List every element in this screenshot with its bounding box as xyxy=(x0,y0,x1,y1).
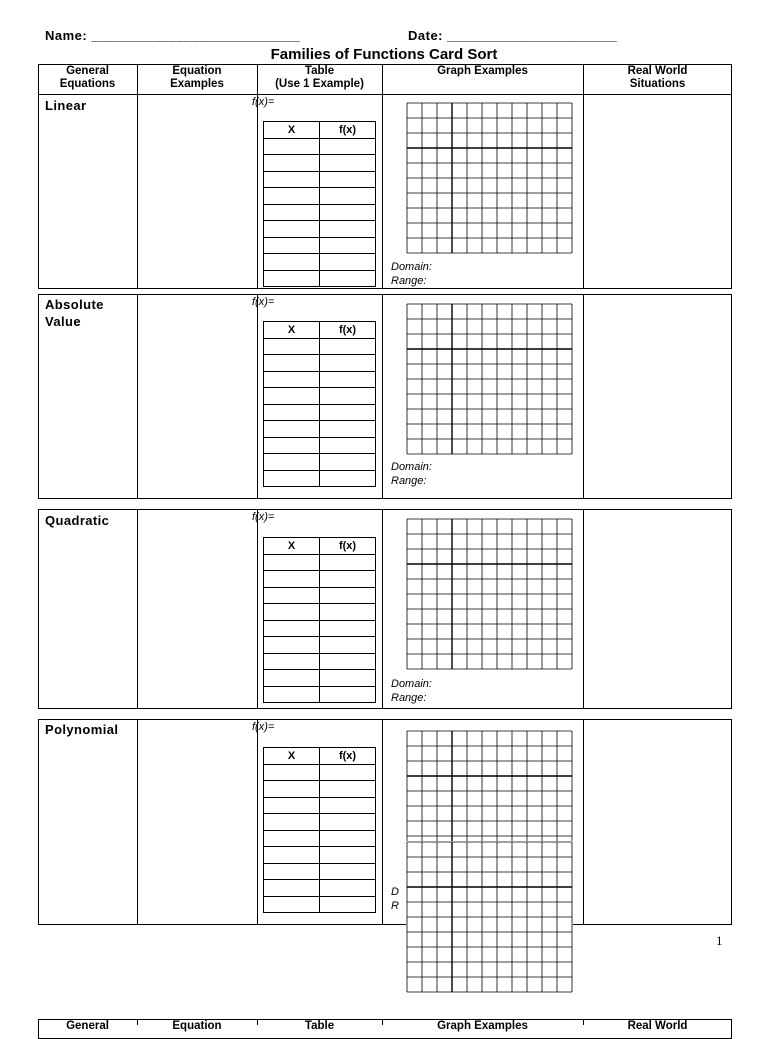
table-row xyxy=(264,221,376,238)
column-header-general-equations: General Equations xyxy=(59,65,116,90)
column-divider xyxy=(583,1019,584,1025)
equation-examples-cell[interactable] xyxy=(139,511,255,707)
fx-value-cell[interactable] xyxy=(320,421,376,438)
page-number: 1 xyxy=(716,933,723,948)
table-header-x: X xyxy=(264,748,320,765)
range-label: Range: xyxy=(391,275,427,287)
column-divider xyxy=(257,94,258,289)
fx-value-cell[interactable] xyxy=(320,404,376,421)
column-divider xyxy=(137,294,138,499)
x-value-cell[interactable] xyxy=(264,355,320,372)
fx-value-cell[interactable] xyxy=(320,171,376,188)
range-label: Range: xyxy=(391,475,427,487)
fx-value-cell[interactable] xyxy=(320,587,376,604)
x-value-cell[interactable] xyxy=(264,587,320,604)
fx-value-cell[interactable] xyxy=(320,270,376,287)
table-row xyxy=(264,138,376,155)
x-value-cell[interactable] xyxy=(264,896,320,913)
real-world-cell[interactable] xyxy=(585,296,730,497)
x-value-cell[interactable] xyxy=(264,237,320,254)
table-row xyxy=(264,781,376,798)
x-value-cell[interactable] xyxy=(264,554,320,571)
x-value-cell[interactable] xyxy=(264,138,320,155)
table-row xyxy=(264,571,376,588)
function-family-name: Absolute Value xyxy=(45,297,104,329)
x-value-cell[interactable] xyxy=(264,653,320,670)
column-divider xyxy=(583,719,584,925)
next-page-column-label: General xyxy=(66,1020,109,1032)
table-header-fx: f(x) xyxy=(320,122,376,139)
column-divider xyxy=(257,1019,258,1025)
x-value-cell[interactable] xyxy=(264,571,320,588)
real-world-cell[interactable] xyxy=(585,511,730,707)
x-value-cell[interactable] xyxy=(264,338,320,355)
fx-value-cell[interactable] xyxy=(320,388,376,405)
x-value-cell[interactable] xyxy=(264,637,320,654)
column-divider xyxy=(257,509,258,709)
fx-value-cell[interactable] xyxy=(320,863,376,880)
table-header-fx: f(x) xyxy=(320,322,376,339)
table-row xyxy=(264,454,376,471)
x-value-cell[interactable] xyxy=(264,797,320,814)
column-divider xyxy=(382,509,383,709)
table-header-fx: f(x) xyxy=(320,538,376,555)
x-value-cell[interactable] xyxy=(264,670,320,687)
next-page-column-label: Table xyxy=(304,1020,335,1032)
domain-range-labels xyxy=(391,677,432,705)
fx-value-cell[interactable] xyxy=(320,670,376,687)
table-row xyxy=(264,355,376,372)
fx-value-cell[interactable] xyxy=(320,138,376,155)
x-value-cell[interactable] xyxy=(264,371,320,388)
table-row xyxy=(264,880,376,897)
fx-value-cell[interactable] xyxy=(320,686,376,703)
value-table[interactable] xyxy=(263,321,376,487)
fx-value-cell[interactable] xyxy=(320,204,376,221)
column-divider xyxy=(137,509,138,709)
value-table[interactable] xyxy=(263,747,376,913)
column-divider xyxy=(137,94,138,289)
table-header-x: X xyxy=(264,122,320,139)
table-row xyxy=(264,254,376,271)
graph-grid[interactable] xyxy=(406,303,573,455)
table-header-fx: f(x) xyxy=(320,748,376,765)
column-divider xyxy=(137,719,138,925)
column-header-graph-examples: Graph Examples xyxy=(437,65,528,77)
real-world-cell[interactable] xyxy=(585,721,730,923)
equation-examples-cell[interactable] xyxy=(139,96,255,287)
x-value-cell[interactable] xyxy=(264,781,320,798)
range-label: Range: xyxy=(391,692,427,704)
x-value-cell[interactable] xyxy=(264,204,320,221)
fx-value-cell[interactable] xyxy=(320,797,376,814)
overflow-graph-grid[interactable] xyxy=(406,841,573,993)
table-row xyxy=(264,188,376,205)
real-world-cell[interactable] xyxy=(585,96,730,287)
fx-value-cell[interactable] xyxy=(320,814,376,831)
table-row xyxy=(264,620,376,637)
table-row xyxy=(264,863,376,880)
column-header-real-world: Real World Situations xyxy=(627,65,688,90)
fx-value-cell[interactable] xyxy=(320,637,376,654)
fx-value-cell[interactable] xyxy=(320,355,376,372)
x-value-cell[interactable] xyxy=(264,388,320,405)
table-row xyxy=(264,270,376,287)
table-row xyxy=(264,171,376,188)
fx-label: f(x)= xyxy=(252,511,275,523)
fx-label: f(x)= xyxy=(252,296,275,308)
table-row xyxy=(264,797,376,814)
table-header-x: X xyxy=(264,538,320,555)
x-value-cell[interactable] xyxy=(264,880,320,897)
function-family-name: Quadratic xyxy=(45,513,110,528)
fx-value-cell[interactable] xyxy=(320,338,376,355)
column-divider xyxy=(583,294,584,499)
fx-value-cell[interactable] xyxy=(320,254,376,271)
fx-value-cell[interactable] xyxy=(320,781,376,798)
table-row xyxy=(264,388,376,405)
column-divider xyxy=(382,1019,383,1025)
x-value-cell[interactable] xyxy=(264,404,320,421)
table-row xyxy=(264,653,376,670)
column-divider xyxy=(382,719,383,925)
table-row xyxy=(264,604,376,621)
fx-value-cell[interactable] xyxy=(320,437,376,454)
function-family-name: Polynomial xyxy=(45,722,119,737)
column-divider xyxy=(382,94,383,289)
table-row xyxy=(264,896,376,913)
table-row xyxy=(264,814,376,831)
date-field[interactable]: Date: ______________________ xyxy=(408,28,618,43)
table-row xyxy=(264,554,376,571)
x-value-cell[interactable] xyxy=(264,830,320,847)
table-row xyxy=(264,338,376,355)
column-divider xyxy=(583,94,584,289)
fx-value-cell[interactable] xyxy=(320,847,376,864)
column-header-table: Table (Use 1 Example) xyxy=(275,65,364,90)
column-header-equation-examples: Equation Examples xyxy=(170,65,224,90)
x-value-cell[interactable] xyxy=(264,155,320,172)
fx-label: f(x)= xyxy=(252,721,275,733)
column-divider xyxy=(257,294,258,499)
column-divider xyxy=(257,719,258,925)
table-row xyxy=(264,437,376,454)
x-value-cell[interactable] xyxy=(264,764,320,781)
x-value-cell[interactable] xyxy=(264,188,320,205)
table-row xyxy=(264,204,376,221)
name-field[interactable]: Name: ___________________________ xyxy=(45,28,301,43)
x-value-cell[interactable] xyxy=(264,254,320,271)
fx-label: f(x)= xyxy=(252,96,275,108)
table-row xyxy=(264,421,376,438)
x-value-cell[interactable] xyxy=(264,686,320,703)
table-row xyxy=(264,830,376,847)
next-page-column-label: Graph Examples xyxy=(437,1020,528,1032)
x-value-cell[interactable] xyxy=(264,437,320,454)
fx-value-cell[interactable] xyxy=(320,155,376,172)
x-value-cell[interactable] xyxy=(264,270,320,287)
domain-label: Domain: xyxy=(391,678,432,690)
fx-value-cell[interactable] xyxy=(320,604,376,621)
table-row xyxy=(264,371,376,388)
fx-value-cell[interactable] xyxy=(320,454,376,471)
table-row xyxy=(264,670,376,687)
fx-value-cell[interactable] xyxy=(320,470,376,487)
next-page-column-label: Real World xyxy=(627,1020,688,1032)
fx-value-cell[interactable] xyxy=(320,653,376,670)
x-value-cell[interactable] xyxy=(264,863,320,880)
domain-label: Domain: xyxy=(391,461,432,473)
table-row xyxy=(264,155,376,172)
domain-label: Domain: xyxy=(391,261,432,273)
page-title: Families of Functions Card Sort xyxy=(270,46,498,63)
table-row xyxy=(264,847,376,864)
domain-range-labels xyxy=(391,260,432,288)
column-divider xyxy=(583,509,584,709)
x-value-cell[interactable] xyxy=(264,620,320,637)
fx-value-cell[interactable] xyxy=(320,237,376,254)
fx-value-cell[interactable] xyxy=(320,880,376,897)
fx-value-cell[interactable] xyxy=(320,371,376,388)
equation-examples-cell[interactable] xyxy=(139,721,255,923)
x-value-cell[interactable] xyxy=(264,847,320,864)
column-divider xyxy=(382,294,383,499)
fx-value-cell[interactable] xyxy=(320,620,376,637)
fx-value-cell[interactable] xyxy=(320,830,376,847)
domain-range-labels xyxy=(391,460,432,488)
value-table[interactable] xyxy=(263,121,376,287)
x-value-cell[interactable] xyxy=(264,454,320,471)
column-divider xyxy=(137,1019,138,1025)
x-value-cell[interactable] xyxy=(264,421,320,438)
table-row xyxy=(264,404,376,421)
table-row xyxy=(264,470,376,487)
fx-value-cell[interactable] xyxy=(320,764,376,781)
fx-value-cell[interactable] xyxy=(320,571,376,588)
x-value-cell[interactable] xyxy=(264,814,320,831)
table-row xyxy=(264,764,376,781)
table-row xyxy=(264,587,376,604)
next-page-column-label: Equation xyxy=(172,1020,222,1032)
equation-examples-cell[interactable] xyxy=(139,296,255,497)
fx-value-cell[interactable] xyxy=(320,554,376,571)
x-value-cell[interactable] xyxy=(264,604,320,621)
function-family-name: Linear xyxy=(45,98,87,113)
fx-value-cell[interactable] xyxy=(320,896,376,913)
graph-grid[interactable] xyxy=(406,518,573,670)
fx-value-cell[interactable] xyxy=(320,188,376,205)
x-value-cell[interactable] xyxy=(264,171,320,188)
x-value-cell[interactable] xyxy=(264,470,320,487)
value-table[interactable] xyxy=(263,537,376,703)
table-header-x: X xyxy=(264,322,320,339)
domain-range-labels: D R xyxy=(391,886,399,912)
table-row xyxy=(264,637,376,654)
graph-grid[interactable] xyxy=(406,102,573,254)
table-row xyxy=(264,237,376,254)
x-value-cell[interactable] xyxy=(264,221,320,238)
fx-value-cell[interactable] xyxy=(320,221,376,238)
table-row xyxy=(264,686,376,703)
